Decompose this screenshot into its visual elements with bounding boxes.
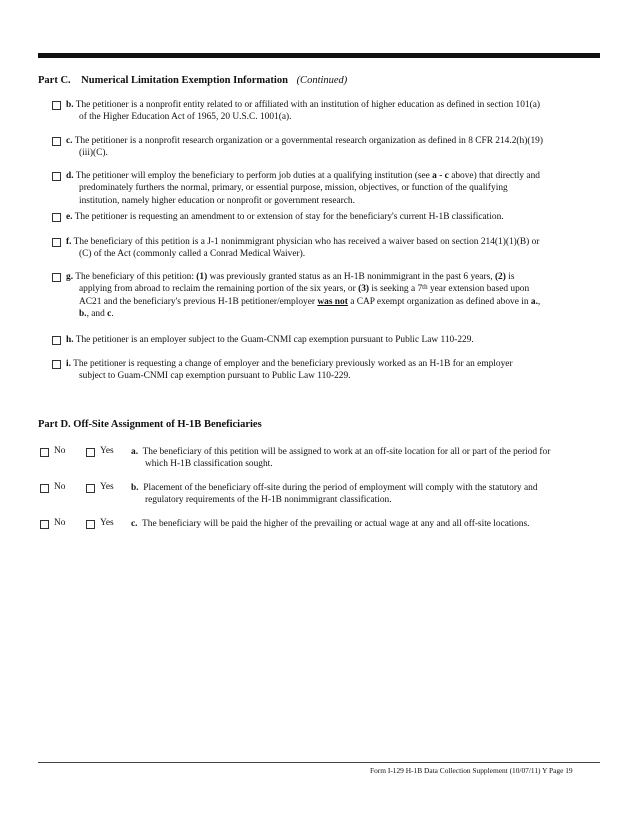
item-g-num-2: (2): [494, 272, 506, 282]
item-g-comma: ,: [537, 296, 541, 307]
item-b: [66, 99, 606, 124]
yes-label: Yes: [100, 518, 114, 528]
item-letter: b.: [66, 100, 74, 110]
item-letter: b.: [131, 483, 139, 493]
checkbox-item-i[interactable]: [52, 360, 61, 369]
checkbox-item-c[interactable]: [52, 137, 61, 146]
item-i-line-2: subject to Guam-CNMI cap exemption pursuant to Public Law 110-229.: [79, 371, 351, 382]
no-label: No: [54, 446, 66, 456]
item-letter: f.: [66, 237, 72, 247]
item-g-ref-a: a.: [530, 296, 538, 307]
item-b-line-1: The petitioner is a nonprofit entity related to or affiliated with an institution of higher education as defined in section 101(a): [75, 100, 541, 110]
item-c-line-2: (iii)(C).: [79, 148, 108, 159]
item-c: [66, 135, 606, 160]
offsite-b-line-1: Placement of the beneficiary off-site during the period of employment will comply with the statutory and: [143, 483, 538, 493]
item-g-and: , and: [86, 308, 105, 319]
item-letter: c.: [131, 519, 138, 529]
item-g-text-2: was previously granted status as an H-1B nonimmigrant in the past 6 years,: [209, 272, 493, 282]
checkbox-yes-b[interactable]: [86, 484, 95, 493]
checkbox-yes-a[interactable]: [86, 448, 95, 457]
item-f: [66, 236, 606, 261]
item-g-was-not: was not: [317, 296, 348, 307]
item-letter: d.: [66, 171, 74, 181]
item-g-num-1: (1): [196, 272, 208, 282]
item-g-text-5: is seeking a 7: [371, 284, 423, 295]
part-c-label: Part C.: [38, 75, 71, 86]
offsite-c-line-1: The beneficiary will be paid the higher of the prevailing or actual wage at any and all off-site locations.: [142, 519, 530, 529]
item-f-line-2: (C) of the Act (commonly called a Conrad Medical Waiver).: [79, 249, 306, 260]
no-label: No: [54, 482, 66, 492]
offsite-a-line-2: which H-1B classification sought.: [145, 459, 273, 470]
bottom-rule: [38, 762, 600, 763]
item-d: [66, 170, 606, 207]
checkbox-yes-c[interactable]: [86, 520, 95, 529]
item-letter: a.: [131, 447, 139, 457]
part-c-heading: [38, 75, 347, 86]
form-footer: Form I-129 H-1B Data Collection Supplement (10/07/11) Y Page 19: [370, 766, 573, 775]
item-g-text-3: is: [508, 272, 515, 282]
checkbox-item-b[interactable]: [52, 101, 61, 110]
item-g-num-3: (3): [358, 284, 370, 295]
item-g-text-8: a CAP exempt organization as defined above in: [350, 296, 529, 307]
item-i: [66, 358, 606, 383]
item-d-line-3: institution, namely higher education or nonprofit or government research.: [79, 195, 355, 206]
item-d-line-1: The petitioner will employ the beneficiary to perform job duties at a qualifying institution (see: [75, 171, 430, 181]
item-h-line-1: The petitioner is an employer subject to the Guam-CNMI cap exemption pursuant to Public Law 110-229.: [75, 335, 474, 345]
offsite-a-line-1: The beneficiary of this petition will be assigned to work at an off-site location for all or part of the period for: [142, 447, 551, 457]
checkbox-item-g[interactable]: [52, 273, 61, 282]
item-g-ref-c: c: [107, 308, 112, 319]
item-e-line-1: The petitioner is requesting an amendment to or extension of stay for the beneficiary's current H-1B classification.: [74, 212, 504, 222]
item-g-text-1: The beneficiary of this petition:: [75, 272, 194, 282]
part-c-title: Numerical Limitation Exemption Information: [81, 75, 288, 86]
no-label: No: [54, 518, 66, 528]
item-letter: h.: [66, 335, 74, 345]
item-g-text-4: applying from abroad to reclaim the remaining portion of the six years, or: [79, 284, 356, 295]
item-d-line-2: predominately furthers the normal, primary, or essential purpose, mission, objectives, or function of the qualifying: [79, 183, 508, 194]
item-letter: g.: [66, 272, 74, 282]
yes-label: Yes: [100, 446, 114, 456]
item-g: [66, 271, 606, 320]
part-c-continued: (Continued): [296, 75, 348, 86]
item-i-line-1: The petitioner is requesting a change of employer and the beneficiary previously worked as an H-1B for an employer: [73, 359, 513, 369]
checkbox-no-b[interactable]: [40, 484, 49, 493]
item-g-text-7: AC21 and the beneficiary's previous H-1B petitioner/employer: [79, 296, 316, 307]
item-g-text-6: year extension based upon: [429, 284, 530, 295]
checkbox-item-f[interactable]: [52, 238, 61, 247]
item-h: [66, 334, 606, 346]
offsite-item-b: [131, 482, 611, 507]
item-c-line-1: The petitioner is a nonprofit research organization or a governmental research organization as defined in 8 CFR 214.2(h)(19): [74, 136, 543, 146]
yes-label: Yes: [100, 482, 114, 492]
superscript-th: th: [422, 283, 428, 292]
item-g-ref-b: b.: [79, 308, 87, 319]
checkbox-item-h[interactable]: [52, 336, 61, 345]
checkbox-no-c[interactable]: [40, 520, 49, 529]
offsite-b-line-2: regulatory requirements of the H-1B nonimmigrant classification.: [145, 495, 392, 506]
checkbox-item-d[interactable]: [52, 172, 61, 181]
item-d-ref: a - c: [432, 171, 449, 181]
top-rule: [38, 53, 600, 58]
item-letter: i.: [66, 359, 71, 369]
item-f-line-1: The beneficiary of this petition is a J-1 nonimmigrant physician who has received a waiver based on section 214(1)(1)(B) or: [73, 237, 540, 247]
item-b-line-2: of the Higher Education Act of 1965, 20 U.S.C. 1001(a).: [79, 112, 292, 123]
item-letter: e.: [66, 212, 73, 222]
item-g-period: .: [111, 308, 114, 319]
offsite-item-c: [131, 518, 611, 530]
item-d-line-1-tail: above) that directly and: [451, 171, 540, 181]
offsite-item-a: [131, 446, 611, 471]
item-e: [66, 211, 606, 223]
checkbox-no-a[interactable]: [40, 448, 49, 457]
checkbox-item-e[interactable]: [52, 213, 61, 222]
item-letter: c.: [66, 136, 73, 146]
part-d-heading: Part D. Off-Site Assignment of H-1B Beneficiaries: [38, 419, 262, 430]
